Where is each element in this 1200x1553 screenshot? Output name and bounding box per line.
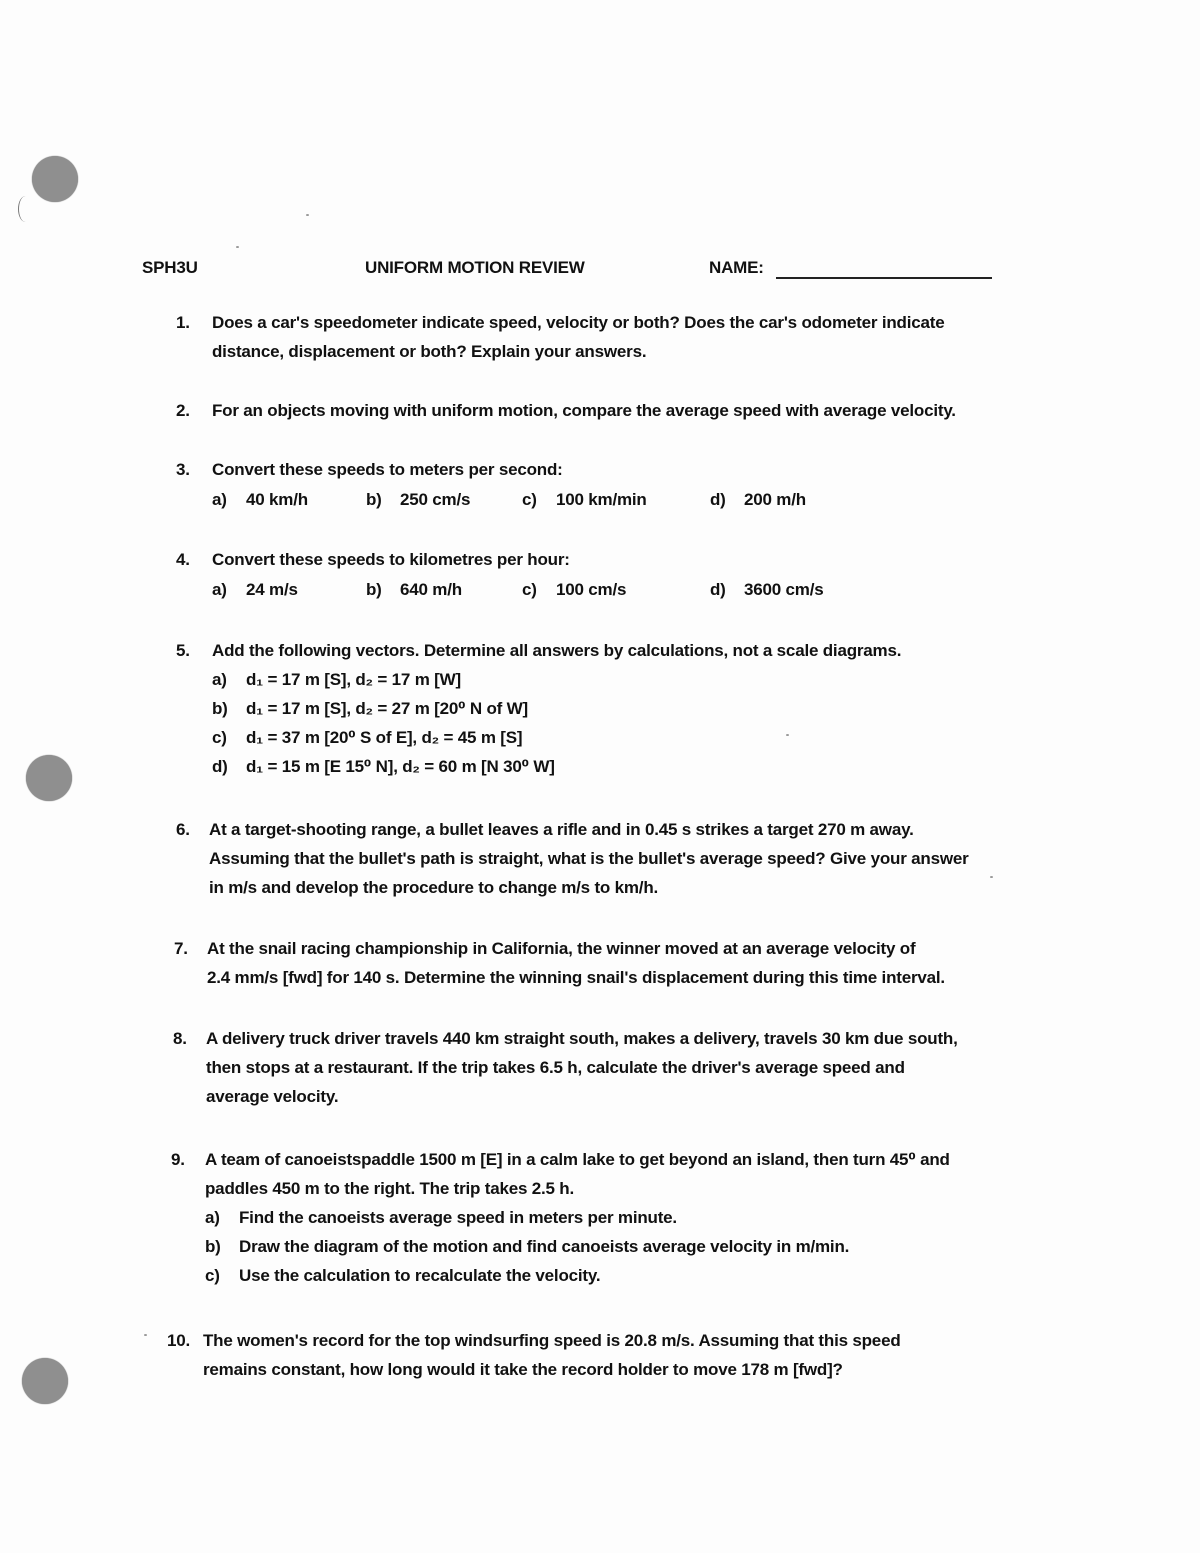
question-number: 6. [176, 820, 190, 839]
question-line: Convert these speeds to kilometres per hour: [212, 550, 570, 569]
option-label: a) [212, 670, 227, 689]
question-number: 2. [176, 401, 190, 420]
binder-hole [22, 1358, 68, 1404]
question-text [212, 545, 1072, 574]
option-text: 100 cm/s [556, 580, 627, 599]
option-d [710, 485, 806, 514]
vector-item-c [212, 723, 555, 752]
scan-mark [18, 196, 33, 222]
question-number: 1. [176, 313, 190, 332]
option-label: d) [710, 490, 726, 509]
question-text [207, 934, 1067, 992]
question-text [203, 1326, 1063, 1384]
question-text [209, 815, 1069, 902]
sub-question-list [205, 1203, 849, 1290]
vector-item-d [212, 752, 555, 781]
binder-hole [26, 755, 72, 801]
page-title: UNIFORM MOTION REVIEW [365, 258, 585, 277]
question-line: 2.4 mm/s [fwd] for 140 s. Determine the winning snail's displacement during this time interval. [207, 968, 945, 987]
option-text: 200 m/h [744, 490, 806, 509]
question-line: in m/s and develop the procedure to change m/s to km/h. [209, 878, 659, 897]
course-code: SPH3U [142, 258, 198, 277]
option-text: 24 m/s [246, 580, 298, 599]
sub-question-a [205, 1203, 849, 1232]
option-label: c) [522, 490, 537, 509]
option-a [212, 485, 308, 514]
option-label: a) [212, 580, 227, 599]
option-c [522, 575, 626, 604]
option-d [710, 575, 824, 604]
question-text [212, 308, 1072, 366]
question-line: Assuming that the bullet's path is straight, what is the bullet's average speed? Give your answer [209, 849, 969, 868]
option-b [366, 485, 470, 514]
question-line: For an objects moving with uniform motion, compare the average speed with average velocity. [212, 401, 956, 420]
question-line: Does a car's speedometer indicate speed, velocity or both? Does the car's odometer indicate [212, 313, 945, 332]
option-a [212, 575, 298, 604]
question-line: distance, displacement or both? Explain your answers. [212, 342, 647, 361]
option-text: 640 m/h [400, 580, 462, 599]
question-number: 8. [173, 1029, 187, 1048]
question-line: At a target-shooting range, a bullet leaves a rifle and in 0.45 s strikes a target 270 m away. [209, 820, 914, 839]
option-label: a) [212, 490, 227, 509]
vector-list [212, 665, 555, 781]
name-label: NAME: [709, 258, 764, 277]
option-label: d) [710, 580, 726, 599]
question-line: A delivery truck driver travels 440 km straight south, makes a delivery, travels 30 km due south, [206, 1029, 958, 1048]
scan-speck [144, 1334, 147, 1336]
option-label: b) [212, 699, 228, 718]
question-line: remains constant, how long would it take the record holder to move 178 m [fwd]? [203, 1360, 843, 1379]
option-text: Draw the diagram of the motion and find canoeists average velocity in m/min. [239, 1237, 850, 1256]
question-line: average velocity. [206, 1087, 339, 1106]
name-blank-line [776, 277, 992, 279]
question-number: 9. [171, 1150, 185, 1169]
option-label: b) [366, 580, 382, 599]
option-text: 3600 cm/s [744, 580, 824, 599]
option-text: d₁ = 15 m [E 15⁰ N], d₂ = 60 m [N 30⁰ W] [246, 757, 555, 776]
question-number: 4. [176, 550, 190, 569]
binder-hole [32, 156, 78, 202]
sub-question-b [205, 1232, 849, 1261]
option-label: d) [212, 757, 228, 776]
question-number: 3. [176, 460, 190, 479]
option-label: c) [212, 728, 227, 747]
scan-speck [236, 246, 239, 248]
question-text [212, 455, 1072, 484]
question-text [212, 396, 1072, 425]
option-label: c) [205, 1266, 220, 1285]
option-c [522, 485, 647, 514]
question-line: The women's record for the top windsurfing speed is 20.8 m/s. Assuming that this speed [203, 1331, 901, 1350]
question-line: At the snail racing championship in California, the winner moved at an average velocity of [207, 939, 916, 958]
scan-speck [306, 214, 309, 216]
question-number: 5. [176, 641, 190, 660]
question-line: Add the following vectors. Determine all answers by calculations, not a scale diagrams. [212, 641, 902, 660]
question-number: 10. [167, 1331, 191, 1350]
option-label: b) [366, 490, 382, 509]
option-text: d₁ = 17 m [S], d₂ = 17 m [W] [246, 670, 461, 689]
option-label: b) [205, 1237, 221, 1256]
option-text: Find the canoeists average speed in meters per minute. [239, 1208, 677, 1227]
question-text [205, 1145, 1065, 1203]
option-label: a) [205, 1208, 220, 1227]
option-label: c) [522, 580, 537, 599]
question-line: paddles 450 m to the right. The trip takes 2.5 h. [205, 1179, 575, 1198]
option-text: d₁ = 17 m [S], d₂ = 27 m [20⁰ N of W] [246, 699, 528, 718]
question-line: Convert these speeds to meters per second: [212, 460, 563, 479]
sub-question-c [205, 1261, 849, 1290]
option-text: 40 km/h [246, 490, 308, 509]
option-text: Use the calculation to recalculate the velocity. [239, 1266, 601, 1285]
vector-item-a [212, 665, 555, 694]
option-text: 100 km/min [556, 490, 647, 509]
scan-speck [786, 734, 789, 736]
option-b [366, 575, 462, 604]
option-text: 250 cm/s [400, 490, 471, 509]
vector-item-b [212, 694, 555, 723]
question-line: then stops at a restaurant. If the trip takes 6.5 h, calculate the driver's average speed and [206, 1058, 905, 1077]
question-number: 7. [174, 939, 188, 958]
option-text: d₁ = 37 m [20⁰ S of E], d₂ = 45 m [S] [246, 728, 523, 747]
question-text [212, 636, 1072, 665]
question-text [206, 1024, 1066, 1111]
question-line: A team of canoeistspaddle 1500 m [E] in a calm lake to get beyond an island, then turn 45⁰ and [205, 1150, 950, 1169]
